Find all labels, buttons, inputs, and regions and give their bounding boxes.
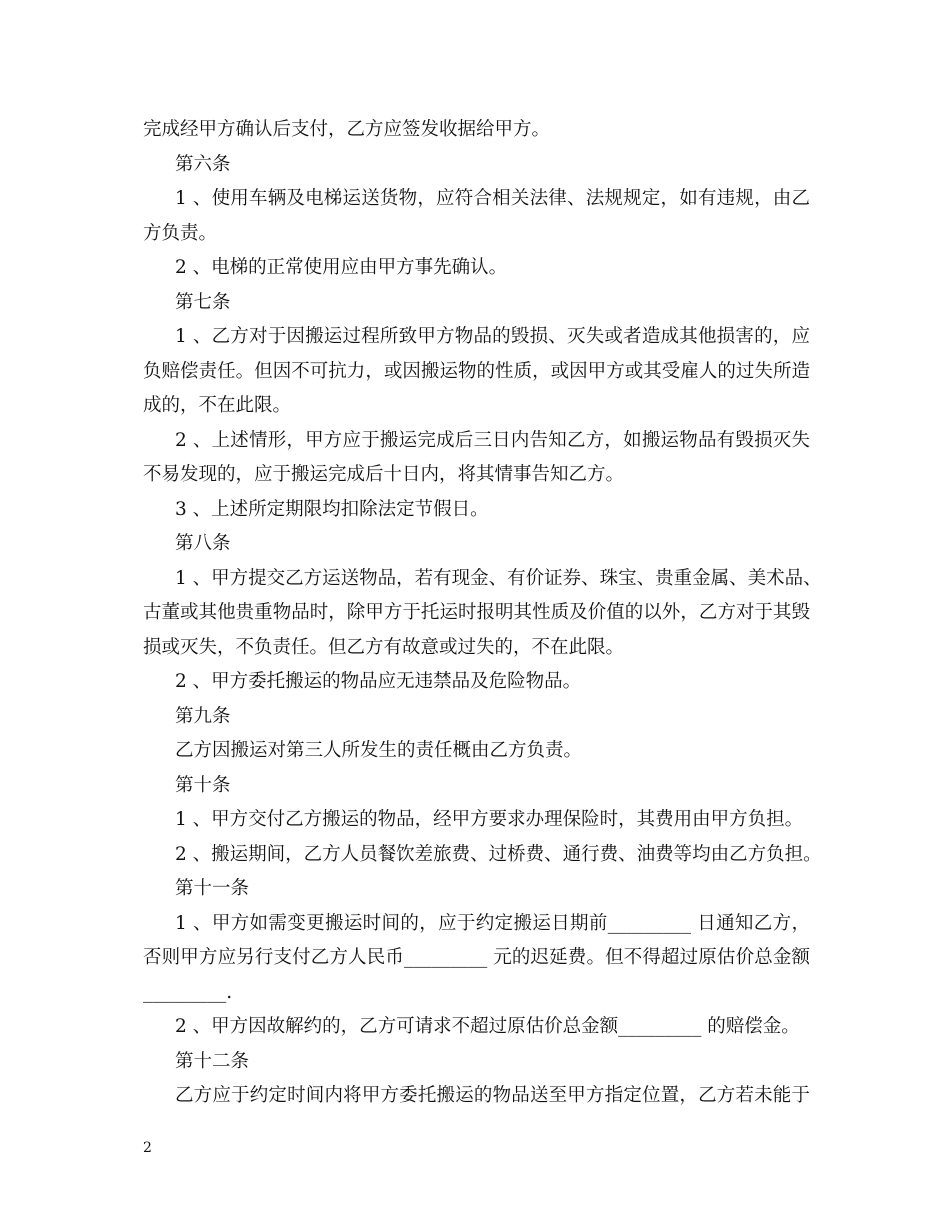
text-line: 1 、乙方对于因搬运过程所致甲方物品的毁损、灭失或者造成其他损害的，应 [175, 326, 810, 347]
text-line: 1 、甲方如需变更搬运时间的，应于约定搬运日期前_________ 日通知乙方， [175, 912, 810, 934]
text-line: 2 、甲方因故解约的，乙方可请求不超过原估价总金额_________ 的赔偿金。 [175, 1016, 800, 1037]
text-line: 1 、使用车辆及电梯运送货物，应符合相关法律、法规规定，如有违规，由乙 [175, 188, 810, 209]
text-line: 完成经甲方确认后支付，乙方应签发收据给甲方。 [143, 119, 551, 140]
text-line: 成的，不在此限。 [143, 395, 292, 416]
text-line: 2 、电梯的正常使用应由甲方事先确认。 [175, 257, 508, 278]
article-heading: 第十一条 [175, 878, 250, 899]
text-line: 1 、甲方交付乙方搬运的物品，经甲方要求办理保险时，其费用由甲方负担。 [175, 809, 804, 830]
text-line: 1 、甲方提交乙方运送物品，若有现金、有价证券、珠宝、贵重金属、美术品、 [175, 567, 822, 589]
text-line: 2 、搬运期间，乙方人员餐饮差旅费、过桥费、通行费、油费等均由乙方负担。 [175, 843, 822, 865]
text-line: 3 、上述所定期限均扣除法定节假日。 [175, 498, 489, 520]
text-line: 乙方因搬运对第三人所发生的责任概由乙方负责。 [175, 740, 583, 761]
article-heading: 第八条 [175, 533, 231, 554]
text-line: 2 、甲方委托搬运的物品应无违禁品及危险物品。 [175, 671, 582, 692]
text-line: _________. [143, 981, 233, 1003]
text-line: 损或灭失，不负责任。但乙方有故意或过失的，不在此限。 [143, 636, 625, 658]
text-line: 方负责。 [143, 222, 218, 244]
article-heading: 第六条 [175, 153, 231, 175]
text-line: 否则甲方应另行支付乙方人民币_________ 元的迟延费。但不得超过原估价总金额 [143, 947, 810, 968]
article-heading: 第九条 [175, 705, 231, 727]
text-line: 不易发现的，应于搬运完成后十日内，将其情事告知乙方。 [143, 464, 625, 485]
page-number: 2 [143, 1140, 152, 1156]
article-heading: 第十条 [175, 774, 231, 796]
document-body [0, 113, 950, 1114]
text-line: 负赔偿责任。但因不可抗力，或因搬运物的性质，或因甲方或其受雇人的过失所造 [143, 360, 810, 382]
text-line: 2 、上述情形，甲方应于搬运完成后三日内告知乙方，如搬运物品有毁损灭失 [175, 429, 810, 451]
text-line: 乙方应于约定时间内将甲方委托搬运的物品送至甲方指定位置，乙方若未能于 [175, 1085, 810, 1106]
article-heading: 第七条 [175, 291, 231, 313]
text-line: 古董或其他贵重物品时，除甲方于托运时报明其性质及价值的以外，乙方对于其毁 [143, 602, 810, 623]
article-heading: 第十二条 [175, 1050, 250, 1072]
